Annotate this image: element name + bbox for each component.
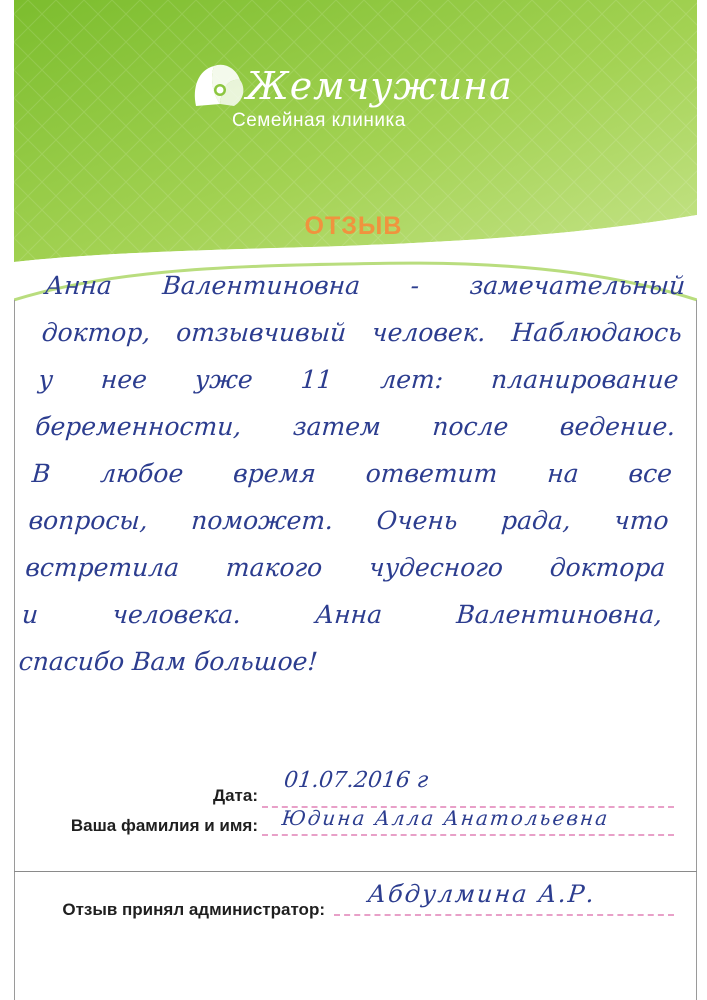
section-divider bbox=[14, 871, 697, 872]
name-value: Юдина Алла Анатольевна bbox=[280, 806, 611, 830]
review-line: спасибо Вам большое! bbox=[17, 647, 319, 676]
review-line: встретила такого чудесного доктора bbox=[24, 553, 667, 582]
review-line: у нее уже 11 лет: планирование bbox=[37, 365, 680, 394]
admin-value: Абдулмина А.Р. bbox=[366, 880, 598, 908]
clinic-logo bbox=[190, 58, 530, 148]
date-row bbox=[0, 776, 258, 810]
admin-row bbox=[0, 890, 325, 924]
admin-label: Отзыв принял администратор: bbox=[62, 900, 325, 919]
name-field[interactable] bbox=[262, 834, 674, 836]
name-row bbox=[0, 806, 258, 840]
name-label: Ваша фамилия и имя: bbox=[70, 816, 258, 835]
date-value: 01.07.2016 г bbox=[282, 768, 430, 793]
review-line: Анна Валентиновна - замечательный bbox=[44, 271, 687, 300]
pearl-shell-icon bbox=[190, 58, 250, 114]
review-line: доктор, отзывчивый человек. Наблюдаюсь bbox=[40, 318, 683, 347]
review-line: беременности, затем после ведение. bbox=[34, 412, 677, 441]
date-label: Дата: bbox=[212, 786, 258, 805]
review-text bbox=[17, 262, 687, 685]
review-line: и человека. Анна Валентиновна, bbox=[21, 600, 664, 629]
page-title: ОТЗЫВ bbox=[304, 212, 403, 240]
review-line: В любое время ответит на все bbox=[30, 459, 674, 488]
clinic-subtitle: Семейная клиника bbox=[232, 110, 406, 131]
review-line: вопросы, поможет. Очень рада, что bbox=[27, 506, 670, 535]
admin-field[interactable] bbox=[334, 914, 674, 916]
right-border bbox=[696, 300, 697, 1000]
clinic-name: Жемчужина bbox=[246, 64, 513, 108]
